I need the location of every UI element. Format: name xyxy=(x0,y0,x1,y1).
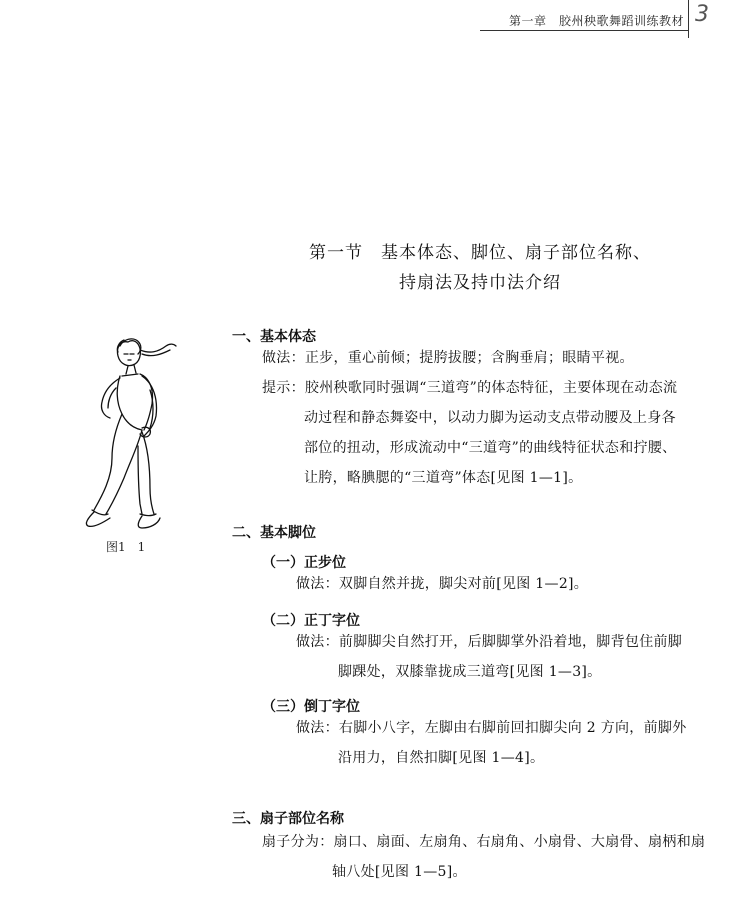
paragraph-inverted-t-line2: 沿用力，自然扣脚[见图 1—4]。 xyxy=(338,750,545,766)
subheading-t-position: （二）正丁字位 xyxy=(262,613,360,629)
paragraph-t-method-line2: 脚踝处，双膝靠拢成三道弯[见图 1—3]。 xyxy=(338,664,602,680)
page-number: 3 xyxy=(695,2,709,27)
paragraph-tip-line3: 部位的扭动，形成流动中“三道弯”的曲线特征状态和拧腰、 xyxy=(304,440,677,456)
figure-caption: 图1 1 xyxy=(106,540,146,554)
header-divider xyxy=(688,0,689,38)
heading-fan-parts: 三、扇子部位名称 xyxy=(232,811,344,827)
section-title-line1: 第一节 基本体态、脚位、扇子部位名称、 xyxy=(309,243,651,263)
paragraph-inverted-t-line1: 做法：右脚小八字，左脚由右脚前回扣脚尖向 2 方向，前脚外 xyxy=(296,720,687,736)
paragraph-method-posture: 做法：正步，重心前倾；提胯拔腰；含胸垂肩；眼睛平视。 xyxy=(262,350,634,366)
paragraph-tip-line1: 提示：胶州秧歌同时强调“三道弯”的体态特征，主要体现在动态流 xyxy=(262,380,678,396)
section-title-line2: 持扇法及持巾法介绍 xyxy=(399,273,561,293)
paragraph-parallel-method: 做法：双脚自然并拢，脚尖对前[见图 1—2]。 xyxy=(296,576,589,592)
paragraph-t-method-line1: 做法：前脚脚尖自然打开，后脚脚掌外沿着地，脚背包住前脚 xyxy=(296,634,683,650)
heading-basic-foot-positions: 二、基本脚位 xyxy=(232,525,316,541)
paragraph-fan-parts-line2: 轴八处[见图 1—5]。 xyxy=(332,864,467,880)
paragraph-tip-line2: 动过程和静态舞姿中，以动力脚为运动支点带动腰及上身各 xyxy=(304,410,676,426)
paragraph-fan-parts-line1: 扇子分为：扇口、扇面、左扇角、右扇角、小扇骨、大扇骨、扇柄和扇 xyxy=(262,834,706,850)
subheading-inverted-t-position: （三）倒丁字位 xyxy=(262,699,360,715)
figure-dancer-illustration xyxy=(58,328,188,538)
subheading-parallel-position: （一）正步位 xyxy=(262,555,346,571)
running-header: 第一章 胶州秧歌舞蹈训练教材 xyxy=(508,14,684,28)
header-rule xyxy=(480,30,688,31)
paragraph-tip-line4: 让胯，略腆腮的“三道弯”体态[见图 1—1]。 xyxy=(304,470,583,486)
heading-basic-posture: 一、基本体态 xyxy=(232,329,316,345)
